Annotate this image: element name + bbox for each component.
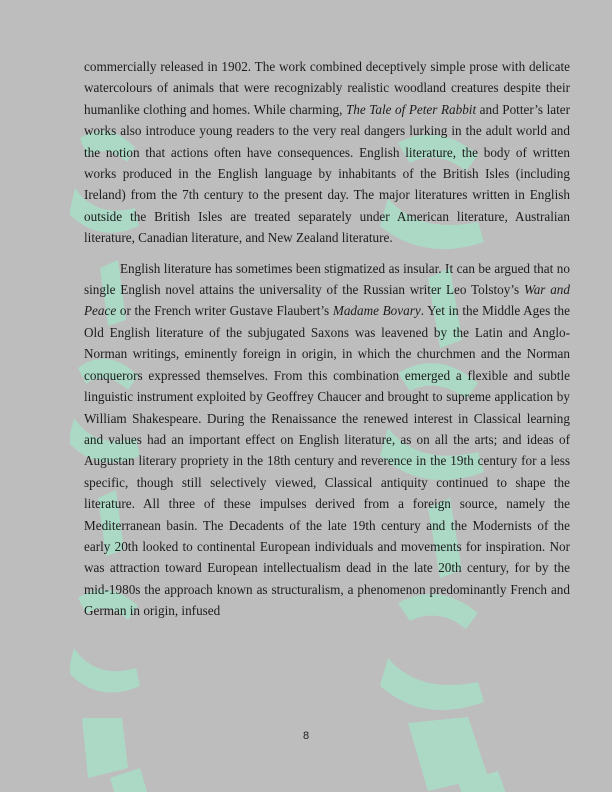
- text-run: or the French writer Gustave Flaubert’s: [116, 303, 333, 319]
- text-run: commercially released in 1902. The work combined deceptively simple prose with delicate watercolours of animals that were recognizably realistic woodland creatures despite their humanlike clothing and homes. While charming,: [84, 59, 570, 117]
- paragraph-2: [84, 258, 570, 622]
- body-text: [84, 56, 570, 622]
- text-run: . Yet in the Middle Ages the Old English literature of the subjugated Saxons was leavened by the Latin and Anglo-Norman writings, eminently foreign in origin, in which the churchmen and the Norman conquerors expressed themselves. From this combination emerged a flexible and subtle linguistic instrument exploited by Geoffrey Chaucer and brought to supreme application by William Shakespeare. During the Renaissance the renewed interest in Classical learning and values had an important effect on English literature, as on all the arts; and ideas of Augustan literary propriety in the 18th century and reverence in the 19th century for a less specific, though still selectively viewed, Classical antiquity continued to shape the literature. All three of these impulses derived from a foreign source, namely the Mediterranean basin. The Decadents of the late 19th century and the Modernists of the early 20th looked to continental European individuals and movements for inspiration. Nor was attraction toward European intellectualism dead in the late 20th century, for by the mid-1980s the approach known as structuralism, a phenomenon predominantly French and German in origin, infused: [84, 303, 570, 619]
- italic-title: Madame Bovary: [332, 303, 421, 319]
- page-number: 8: [302, 730, 310, 742]
- text-run: English literature has sometimes been stigmatized as insular. It can be argued that no single English novel attains the universality of the Russian writer Leo Tolstoy’s: [84, 260, 570, 298]
- italic-title: The Tale of Peter Rabbit: [345, 101, 477, 117]
- paragraph-1: [84, 56, 570, 249]
- text-run: and Potter’s later works also introduce young readers to the very real dangers lurking in the adult world and the notion that actions often have consequences. English literature, the body of written works produced in the English language by inhabitants of the British Isles (including Ireland) from the 7th century to the present day. The major literatures written in English outside the British Isles are treated separately under American literature, Australian literature, Canadian literature, and New Zealand literature.: [84, 101, 570, 246]
- italic-title: War and Peace: [84, 282, 570, 319]
